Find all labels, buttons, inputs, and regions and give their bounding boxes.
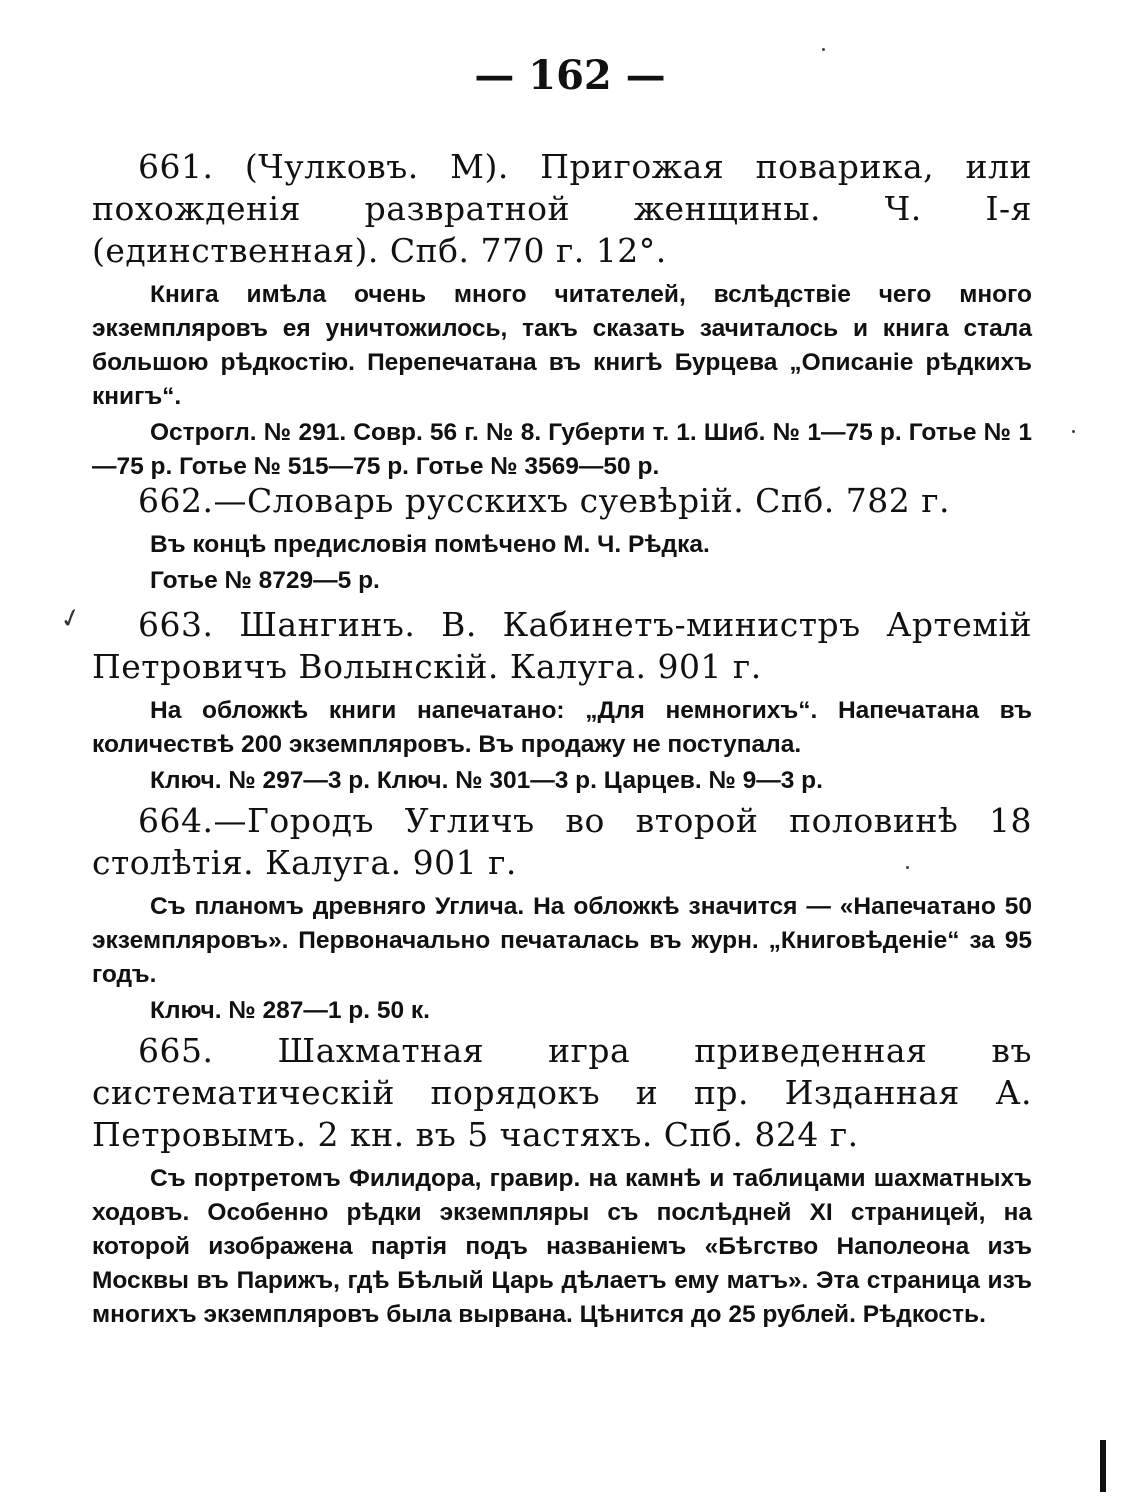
entry-664 bbox=[92, 800, 1032, 1028]
page-number: — 162 — bbox=[474, 52, 666, 99]
entry-661 bbox=[92, 146, 1032, 484]
scan-edge-bar bbox=[1100, 1440, 1106, 1492]
entry-note: Съ планомъ древняго Углича. На обложкѣ значится — «Напечатано 50 экземпляровъ». Первоначально печаталась въ журн. „Книговѣденіе“ за 95 годъ. bbox=[92, 893, 1032, 988]
entry-title: 661. (Чулковъ. М). Пригожая поварика, или похожденія развратной женщины. Ч. I-я (единственная). Спб. 770 г. 12°. bbox=[92, 147, 1032, 270]
scan-speck bbox=[1072, 430, 1075, 433]
entry-note: Съ портретомъ Филидора, гравир. на камнѣ и таблицами шахматныхъ ходовъ. Особенно рѣдки экземпляры съ послѣдней XI страницей, на которой изображена партія подъ названіемъ «Бѣгство Наполеона изъ Москвы въ Парижъ, гдѣ Бѣлый Царь дѣлаетъ ему матъ». Эта страница изъ многихъ экземпляровъ была вырвана. Цѣнится до 25 рублей. Рѣдкость. bbox=[92, 1165, 1032, 1328]
entry-title: 664.—Городъ Угличъ во второй половинѣ 18 столѣтія. Калуга. 901 г. bbox=[92, 801, 1032, 882]
entry-note: Книга имѣла очень много читателей, вслѣдствіе чего много экземпляровъ ея уничтожилось, такъ сказать зачиталось и книга стала большою рѣдкостію. Перепечатана въ книгѣ Бурцева „Описаніе рѣдкихъ книгъ“. bbox=[92, 281, 1032, 410]
entry-665 bbox=[92, 1030, 1032, 1332]
entry-prices: Ключ. № 297—3 р. Ключ. № 301—3 р. Царцев. № 9—3 р. bbox=[150, 767, 823, 794]
entry-title: 663. Шангинъ. В. Кабинетъ-министръ Артемій Петровичъ Волынскій. Калуга. 901 г. bbox=[92, 605, 1032, 686]
entry-prices: Острогл. № 291. Совр. 56 г. № 8. Губерти т. 1. Шиб. № 1—75 р. Готье № 1—75 р. Готье № 515—75 р. Готье № 3569—50 р. bbox=[92, 419, 1032, 480]
entry-663 bbox=[92, 604, 1032, 798]
entry-prices: Готье № 8729—5 р. bbox=[150, 567, 380, 594]
entry-662 bbox=[92, 480, 1032, 598]
entry-title: 662.—Словарь русскихъ суевѣрій. Спб. 782 г. bbox=[138, 481, 951, 520]
entry-title: 665. Шахматная игра приведенная въ систематическій порядокъ и пр. Изданная А. Петровымъ. 2 кн. въ 5 частяхъ. Спб. 824 г. bbox=[92, 1031, 1032, 1154]
margin-check-mark: ✓ bbox=[56, 601, 86, 637]
entry-prices: Ключ. № 287—1 р. 50 к. bbox=[150, 997, 430, 1024]
entry-note: Въ концѣ предисловія помѣчено М. Ч. Рѣдка. bbox=[150, 531, 710, 558]
entry-note: На обложкѣ книги напечатано: „Для немногихъ“. Напечатана въ количествѣ 200 экземпляровъ. Въ продажу не поступала. bbox=[92, 697, 1032, 758]
scan-speck bbox=[822, 48, 825, 51]
